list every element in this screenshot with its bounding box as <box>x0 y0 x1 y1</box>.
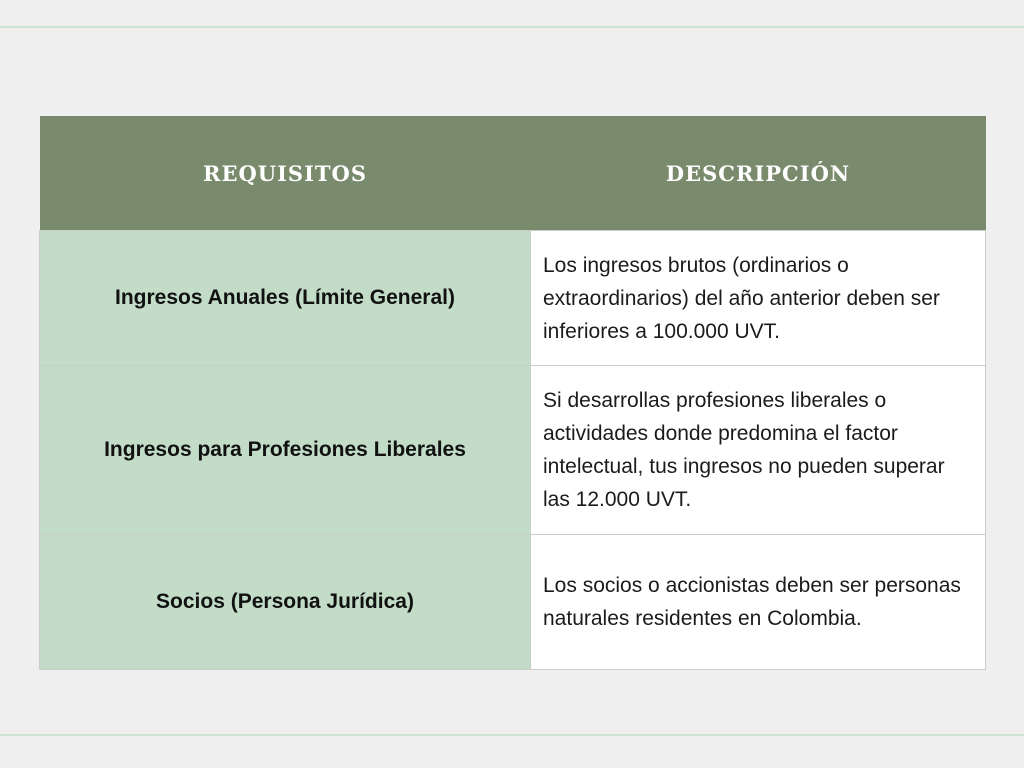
bottom-divider <box>0 734 1024 736</box>
table-header-row <box>40 116 986 231</box>
requisito-cell: Socios (Persona Jurídica) <box>40 535 531 670</box>
top-divider <box>0 26 1024 28</box>
table-row <box>40 231 986 366</box>
header-requisitos: REQUISITOS <box>40 116 531 231</box>
requisito-cell: Ingresos Anuales (Límite General) <box>40 231 531 366</box>
requisito-cell: Ingresos para Profesiones Liberales <box>40 366 531 535</box>
descripcion-cell: Los socios o accionistas deben ser personas naturales residentes en Colombia. <box>531 535 986 670</box>
requirements-table <box>39 116 986 670</box>
descripcion-cell: Si desarrollas profesiones liberales o actividades donde predomina el factor intelectual, tus ingresos no pueden superar las 12.000 UVT. <box>531 366 986 535</box>
descripcion-cell: Los ingresos brutos (ordinarios o extraordinarios) del año anterior deben ser inferiores a 100.000 UVT. <box>531 231 986 366</box>
table-row <box>40 366 986 535</box>
header-descripcion: DESCRIPCIÓN <box>531 116 986 231</box>
table-row <box>40 535 986 670</box>
